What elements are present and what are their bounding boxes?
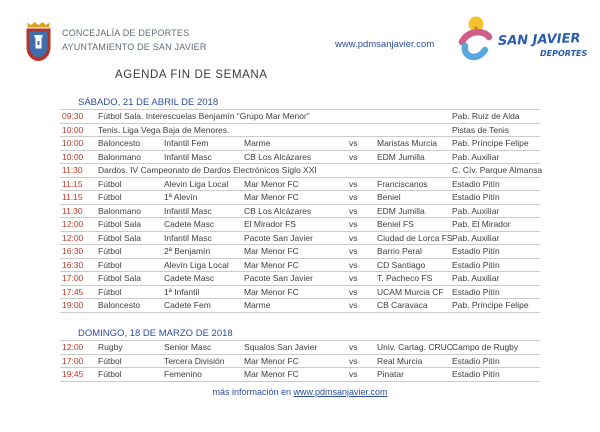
row-away-team: T. Pacheco FS — [377, 273, 433, 283]
row-away-team: EDM Jumilla — [377, 205, 425, 216]
row-venue: Pab. Auxiliar — [452, 232, 500, 243]
row-sport: Fútbol Sala — [98, 273, 141, 283]
table-row — [60, 355, 540, 369]
row-time: 12:00 — [62, 219, 84, 229]
row-category: 2ª Benjamín — [164, 246, 211, 256]
footer — [0, 387, 600, 397]
row-away-team: CB Caravaca — [377, 300, 428, 310]
row-away-team: Maristas Murcia — [377, 138, 437, 148]
row-home-team: CB Los Alcázares — [244, 151, 312, 162]
row-home-team: Mar Menor FC — [244, 259, 299, 270]
row-venue: Campo de Rugby — [452, 342, 519, 352]
table-row — [60, 151, 540, 165]
row-away-team: Franciscanos — [377, 178, 428, 189]
row-sport: Dardos. IV Campeonato de Dardos Electrónicos Siglo XXI — [98, 165, 317, 175]
row-home-team: Squalos San Javier — [244, 342, 318, 352]
row-time: 16:30 — [62, 259, 84, 270]
row-home-team: Mar Menor FC — [244, 286, 299, 297]
row-venue: Pab. Auxiliar — [452, 151, 500, 162]
header-website-url: www.pdmsanjavier.com — [335, 39, 435, 50]
row-category: Alevin Liga Local — [164, 178, 229, 189]
row-venue: Estadio Pitín — [452, 178, 500, 189]
row-time: 19:00 — [62, 300, 84, 310]
row-time: 17:45 — [62, 286, 84, 297]
row-category: Infantil Fem — [164, 138, 209, 148]
sunday-heading: DOMINGO, 18 DE MARZO DE 2018 — [60, 327, 540, 341]
row-time: 11:30 — [62, 205, 83, 216]
row-sport: Balonmano — [98, 205, 142, 216]
row-category: 1ª Infantil — [164, 286, 200, 297]
row-category: 1ª Alevín — [164, 192, 198, 202]
table-row — [60, 272, 540, 286]
row-sport: Fútbol Sala — [98, 219, 141, 229]
row-venue: Estadio Pitín — [452, 369, 500, 379]
footer-website-link[interactable]: www.pdmsanjavier.com — [293, 387, 388, 397]
sunday-table — [60, 341, 540, 382]
row-away-team: CD Santiago — [377, 259, 426, 270]
org-line-1: CONCEJALÍA DE DEPORTES — [62, 28, 190, 38]
table-row — [60, 286, 540, 300]
row-away-team: Beniel FS — [377, 219, 414, 229]
row-vs: vs — [349, 151, 358, 162]
row-home-team: Mar Menor FC — [244, 192, 299, 202]
row-sport: Fútbol — [98, 259, 122, 270]
row-time: 09:30 — [62, 111, 84, 121]
row-away-team: Ciudad de Lorca FS — [377, 232, 453, 243]
row-time: 11:15 — [62, 178, 83, 189]
row-sport: Balonmano — [98, 151, 142, 162]
row-category: Femenino — [164, 369, 202, 379]
row-venue: Pab. Ruiz de Alda — [452, 111, 520, 121]
row-venue: Pab. El Mirador — [452, 219, 511, 229]
saturday-heading: SÁBADO, 21 DE ABRIL DE 2018 — [60, 96, 540, 110]
table-row — [60, 164, 543, 178]
row-time: 19:45 — [62, 369, 84, 379]
row-vs: vs — [349, 232, 358, 243]
row-category: Alevín Liga Local — [164, 259, 229, 270]
sunday-section — [60, 327, 540, 382]
row-home-team: Mar Menor FC — [244, 355, 299, 366]
row-vs: vs — [349, 273, 358, 283]
page-title: AGENDA FIN DE SEMANA — [115, 69, 268, 81]
row-vs: vs — [349, 219, 358, 229]
row-venue: Pab. Príncipe Felipe — [452, 138, 529, 148]
row-away-team: Beniel — [377, 192, 401, 202]
row-away-team: UCAM Murcia CF — [377, 286, 444, 297]
row-category: Infantil Masc — [164, 205, 212, 216]
table-row — [60, 232, 540, 246]
row-vs: vs — [349, 178, 358, 189]
row-away-team: EDM Jumilla — [377, 151, 425, 162]
row-venue: C. Cív. Parque Almansa — [452, 165, 543, 175]
row-sport: Fútbol — [98, 355, 122, 366]
row-vs: vs — [349, 286, 358, 297]
row-category: Cadete Masc — [164, 219, 215, 229]
row-time: 12:00 — [62, 342, 84, 352]
row-category: Cadete Masc — [164, 273, 215, 283]
row-time: 10:00 — [62, 138, 84, 148]
row-vs: vs — [349, 205, 358, 216]
row-venue: Estadio Pitín — [452, 246, 500, 256]
footer-text: más información en — [212, 387, 294, 397]
row-time: 10:00 — [62, 151, 84, 162]
row-vs: vs — [349, 369, 358, 379]
table-row — [60, 124, 540, 138]
table-row — [60, 178, 540, 192]
table-row — [60, 137, 540, 151]
row-vs: vs — [349, 259, 358, 270]
row-away-team: Univ. Cartag. CRUC — [377, 342, 453, 352]
row-venue: Estadio Pitín — [452, 259, 500, 270]
saturday-table — [60, 110, 543, 313]
table-row — [60, 341, 540, 355]
row-vs: vs — [349, 138, 358, 148]
row-time: 10:00 — [62, 124, 84, 135]
row-home-team: Pacote San Javier — [244, 232, 313, 243]
row-time: 12:00 — [62, 232, 84, 243]
row-time: 11:15 — [62, 192, 83, 202]
row-home-team: Marme — [244, 138, 271, 148]
row-home-team: Pacote San Javier — [244, 273, 313, 283]
row-vs: vs — [349, 246, 358, 256]
row-vs: vs — [349, 342, 358, 352]
row-venue: Estadio Pitín — [452, 286, 500, 297]
row-home-team: CB Los Alcázares — [244, 205, 312, 216]
table-row — [60, 368, 540, 382]
san-javier-deportes-logo — [456, 14, 596, 64]
row-venue: Estadio Pitín — [452, 355, 500, 366]
row-sport: Tenis. Liga Vega Baja de Menores. — [98, 124, 230, 135]
saturday-section — [60, 96, 543, 313]
row-time: 17:00 — [62, 273, 84, 283]
organisation-name — [62, 26, 207, 54]
org-line-2: AYUNTAMIENTO DE SAN JAVIER — [62, 42, 207, 52]
row-home-team: Marme — [244, 300, 271, 310]
row-category: Senior Masc — [164, 342, 212, 352]
table-row — [60, 259, 540, 273]
row-sport: Fútbol — [98, 369, 122, 379]
row-home-team: Mar Menor FC — [244, 246, 299, 256]
table-row — [60, 205, 540, 219]
row-sport: Fútbol Sala — [98, 232, 141, 243]
row-vs: vs — [349, 192, 358, 202]
row-category: Infantil Masc — [164, 232, 212, 243]
row-venue: Pab. Auxiliar — [452, 205, 500, 216]
row-sport: Baloncesto — [98, 138, 141, 148]
row-vs: vs — [349, 300, 358, 310]
row-venue: Estadio Pitín — [452, 192, 500, 202]
table-row — [60, 245, 540, 259]
table-row — [60, 218, 540, 232]
row-time: 17:00 — [62, 355, 84, 366]
row-time: 11:30 — [62, 165, 83, 175]
row-away-team: Barrio Peral — [377, 246, 422, 256]
row-venue: Pab. Auxiliar — [452, 273, 500, 283]
row-category: Infantil Masc — [164, 151, 212, 162]
table-row — [60, 191, 540, 205]
row-time: 16:30 — [62, 246, 84, 256]
city-crest-icon — [25, 21, 52, 62]
row-away-team: Pinatar — [377, 369, 404, 379]
row-sport: Fútbol — [98, 286, 122, 297]
row-sport: Fútbol — [98, 178, 122, 189]
table-row — [60, 110, 540, 124]
row-category: Cadete Fem — [164, 300, 211, 310]
logo-title-text: SAN JAVIER — [497, 31, 581, 49]
row-category: Tercera División — [164, 355, 225, 366]
row-venue: Pab. Príncipe Felipe — [452, 300, 529, 310]
row-sport: Fútbol Sala. Interescuelas Benjamín “Grupo Mar Menor” — [98, 111, 310, 121]
row-home-team: El Mirador FS — [244, 219, 296, 229]
row-venue: Pistas de Tenis — [452, 124, 510, 135]
row-sport: Baloncesto — [98, 300, 141, 310]
row-sport: Fútbol — [98, 246, 122, 256]
row-home-team: Mar Menor FC — [244, 369, 299, 379]
row-vs: vs — [349, 355, 358, 366]
row-sport: Fútbol — [98, 192, 122, 202]
row-sport: Rugby — [98, 342, 123, 352]
table-row — [60, 299, 540, 313]
logo-subtitle-text: DEPORTES — [540, 49, 588, 58]
row-home-team: Mar Menor FC — [244, 178, 299, 189]
row-away-team: Real Murcia — [377, 355, 423, 366]
